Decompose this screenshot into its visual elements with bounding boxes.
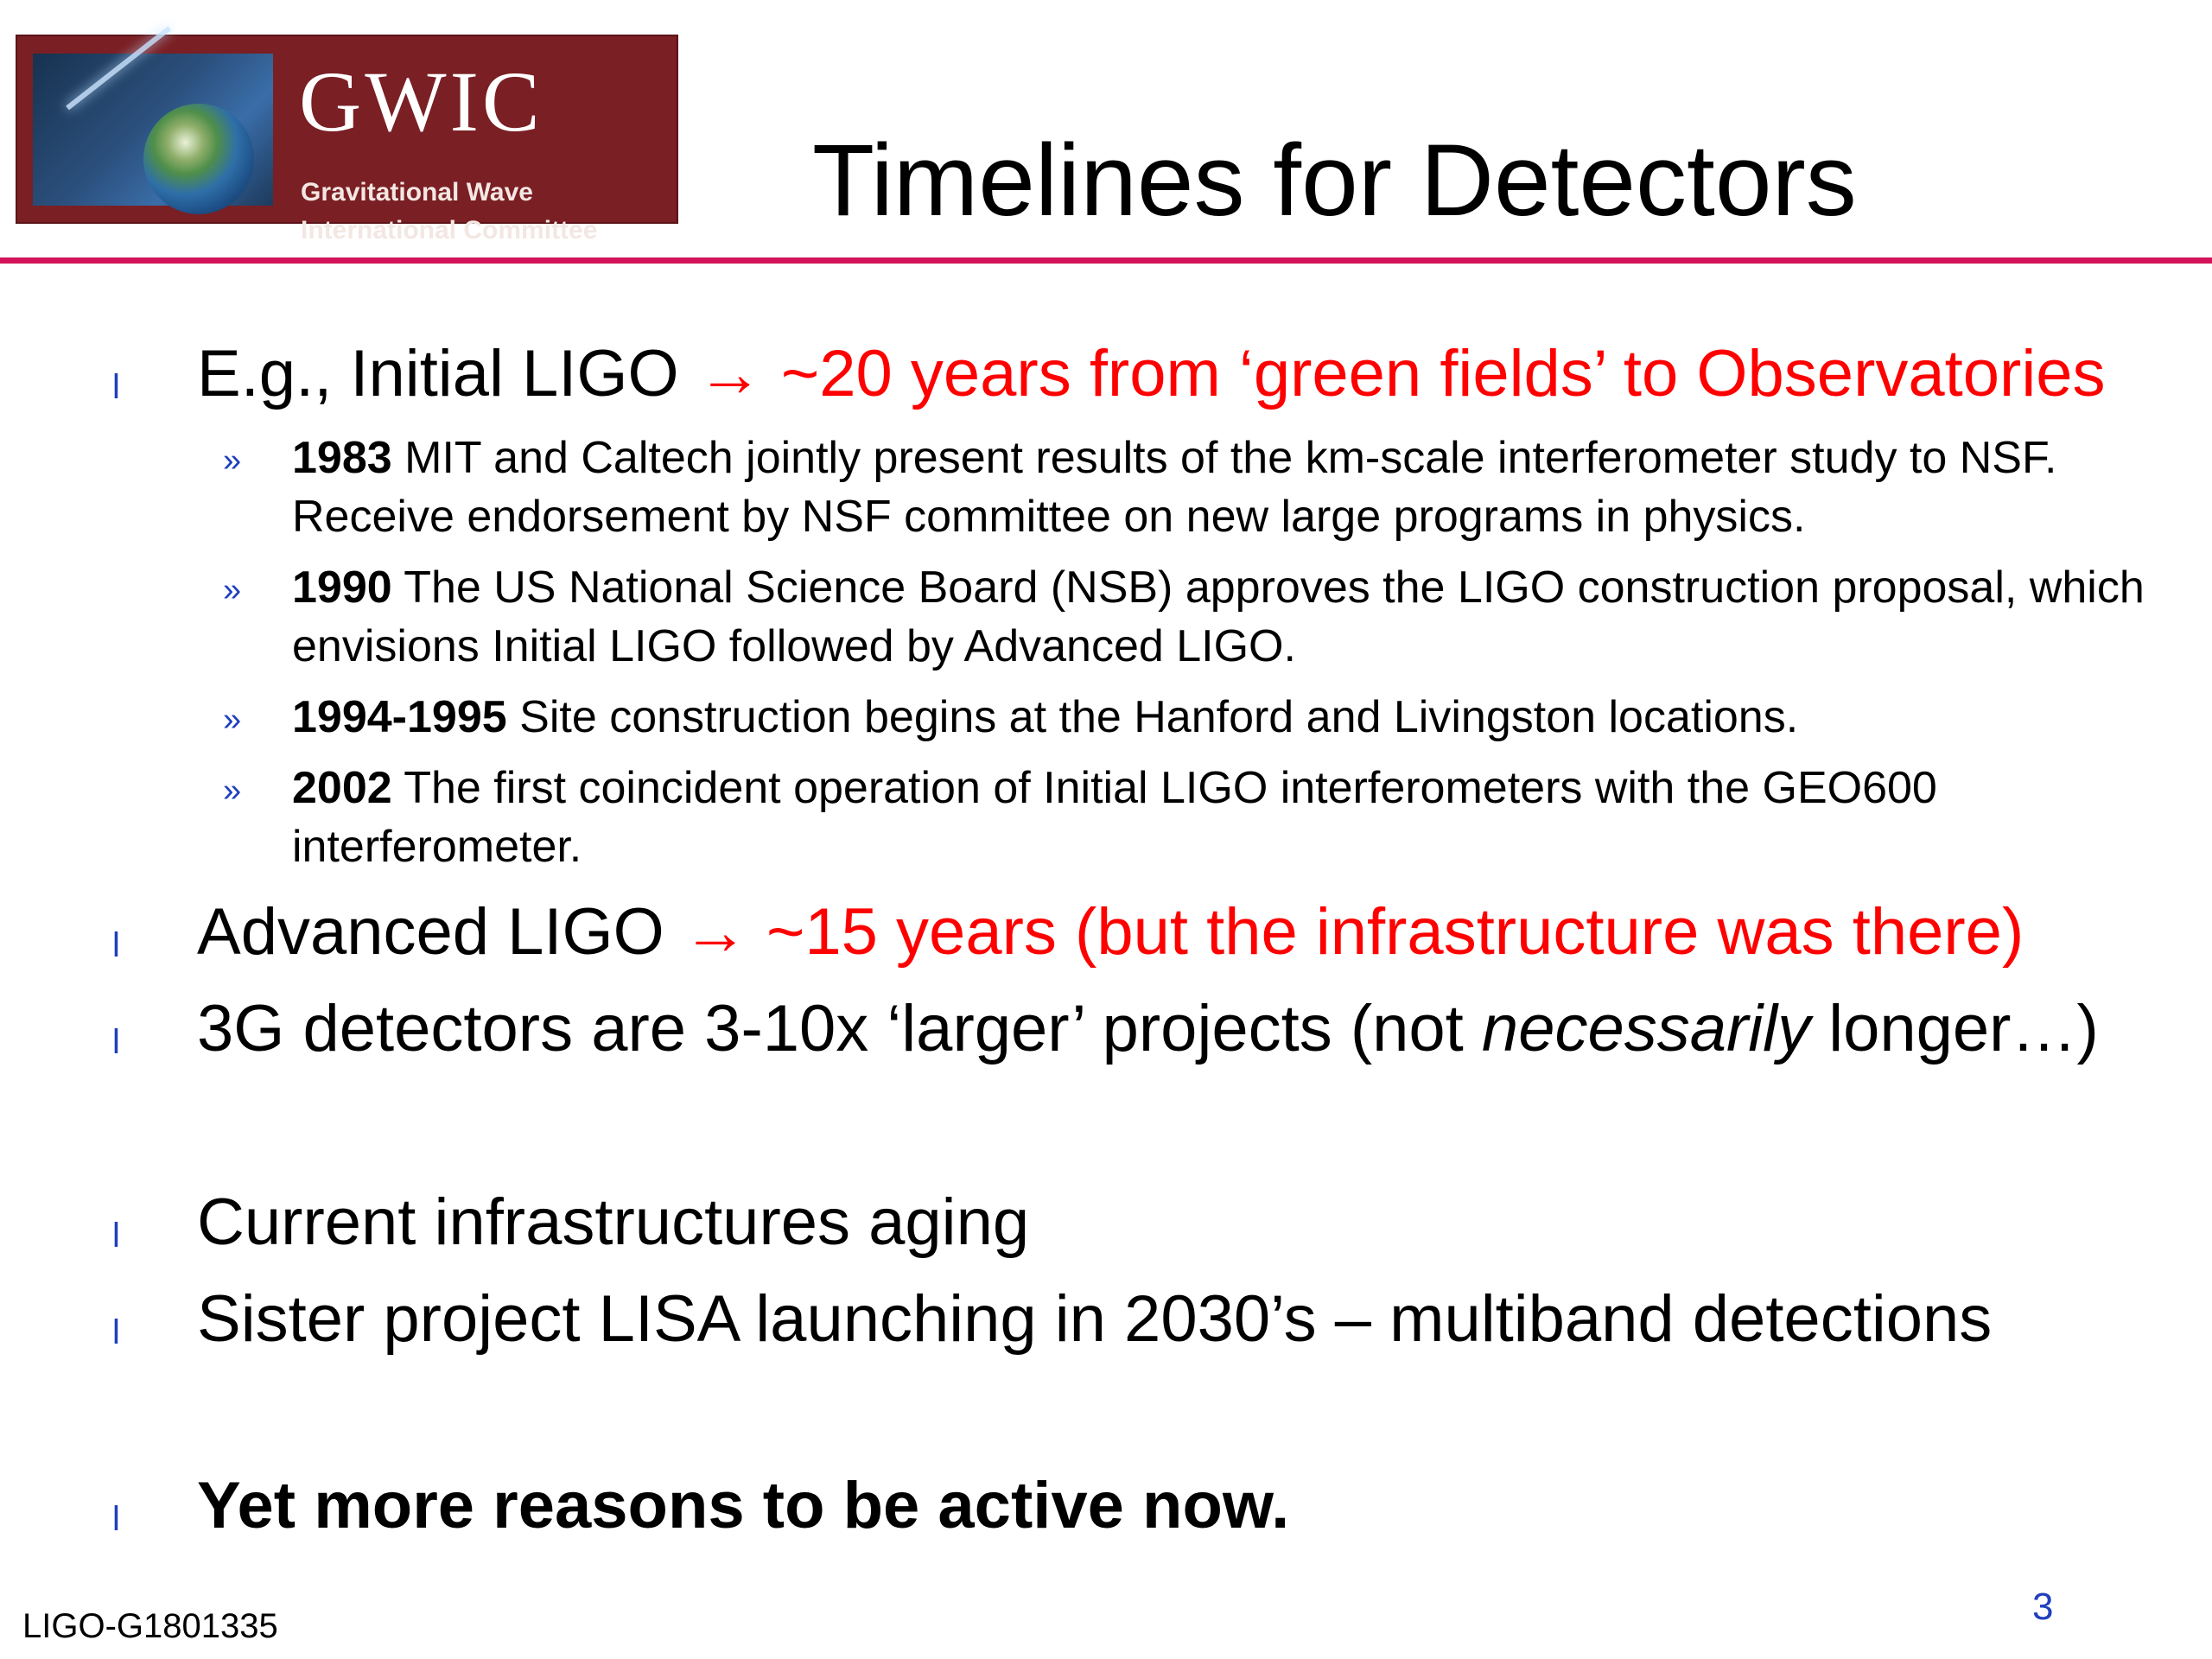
logo-subtitle-line1: Gravitational Wave: [301, 178, 533, 207]
bullet-marker: l: [112, 1313, 120, 1351]
arrow-icon: →: [682, 895, 748, 969]
title-divider: [0, 257, 2212, 264]
sub-item-year: 1983: [292, 433, 392, 483]
bullet-marker: l: [112, 1023, 120, 1061]
sub-item-1994-1995: [292, 688, 2176, 747]
sub-item-text: The first coincident operation of Initial LIGO interferometers with the GEO600 interferometer.: [292, 763, 1937, 872]
sub-bullet-marker: »: [223, 442, 242, 479]
sub-item-year: 1994-1995: [292, 692, 507, 742]
sub-bullet-marker: »: [223, 702, 242, 738]
sub-item-text: MIT and Caltech jointly present results of the km-scale interferometer study to NSF. Receive endorsement by NSF committee on new large programs in physics.: [292, 433, 2057, 542]
wave-beam-graphic: [66, 26, 171, 110]
sub-item-1983: [292, 429, 2176, 546]
sub-item-text: Site construction begins at the Hanford and Livingston locations.: [519, 692, 1799, 742]
arrow-icon: →: [696, 337, 763, 410]
bullet-lisa: Sister project LISA launching in 2030’s – multiband detections: [197, 1282, 1993, 1356]
sub-item-1990: [292, 558, 2176, 676]
document-id: LIGO-G1801335: [22, 1607, 278, 1645]
bullet-marker: l: [112, 926, 120, 964]
gwic-logo: [16, 35, 678, 245]
bullet-text: E.g., Initial LIGO: [197, 337, 679, 410]
bullet-infrastructures-aging: Current infrastructures aging: [197, 1185, 1030, 1259]
sub-bullet-marker: »: [223, 572, 242, 608]
slide-title: Timelines for Detectors: [812, 124, 1857, 238]
logo-subtitle-line2: International Committee: [301, 216, 598, 245]
sub-item-year: 1990: [292, 563, 392, 613]
bullet-conclusion: Yet more reasons to be active now.: [197, 1469, 1290, 1542]
bullet-text: 3G detectors are 3-10x ‘larger’ projects (not: [197, 992, 1464, 1065]
bullet-marker: l: [112, 1500, 120, 1538]
bullet-text: longer…): [1828, 992, 2099, 1065]
sub-item-text: The US National Science Board (NSB) approves the LIGO construction proposal, which envisions Initial LIGO followed by Advanced LIGO.: [292, 563, 2145, 671]
logo-title: GWIC: [299, 54, 543, 149]
bullet-highlight: ~15 years (but the infrastructure was there): [766, 895, 2024, 969]
bullet-initial-ligo: [197, 337, 2106, 410]
earth-wave-image: [33, 54, 273, 206]
sub-item-2002: [292, 759, 2176, 876]
bullet-italic-text: necessarily: [1481, 992, 1811, 1065]
sub-item-year: 2002: [292, 763, 392, 813]
bullet-text: Advanced LIGO: [197, 895, 664, 969]
bullet-3g-detectors: [197, 992, 2099, 1065]
page-number: 3: [2032, 1586, 2054, 1628]
bullet-advanced-ligo: [197, 895, 2024, 969]
earth-globe-icon: [143, 104, 254, 214]
bullet-highlight: ~20 years from ‘green fields’ to Observatories: [780, 337, 2106, 410]
bullet-marker: l: [112, 368, 120, 406]
sub-bullet-marker: »: [223, 772, 242, 809]
bullet-marker: l: [112, 1217, 120, 1255]
